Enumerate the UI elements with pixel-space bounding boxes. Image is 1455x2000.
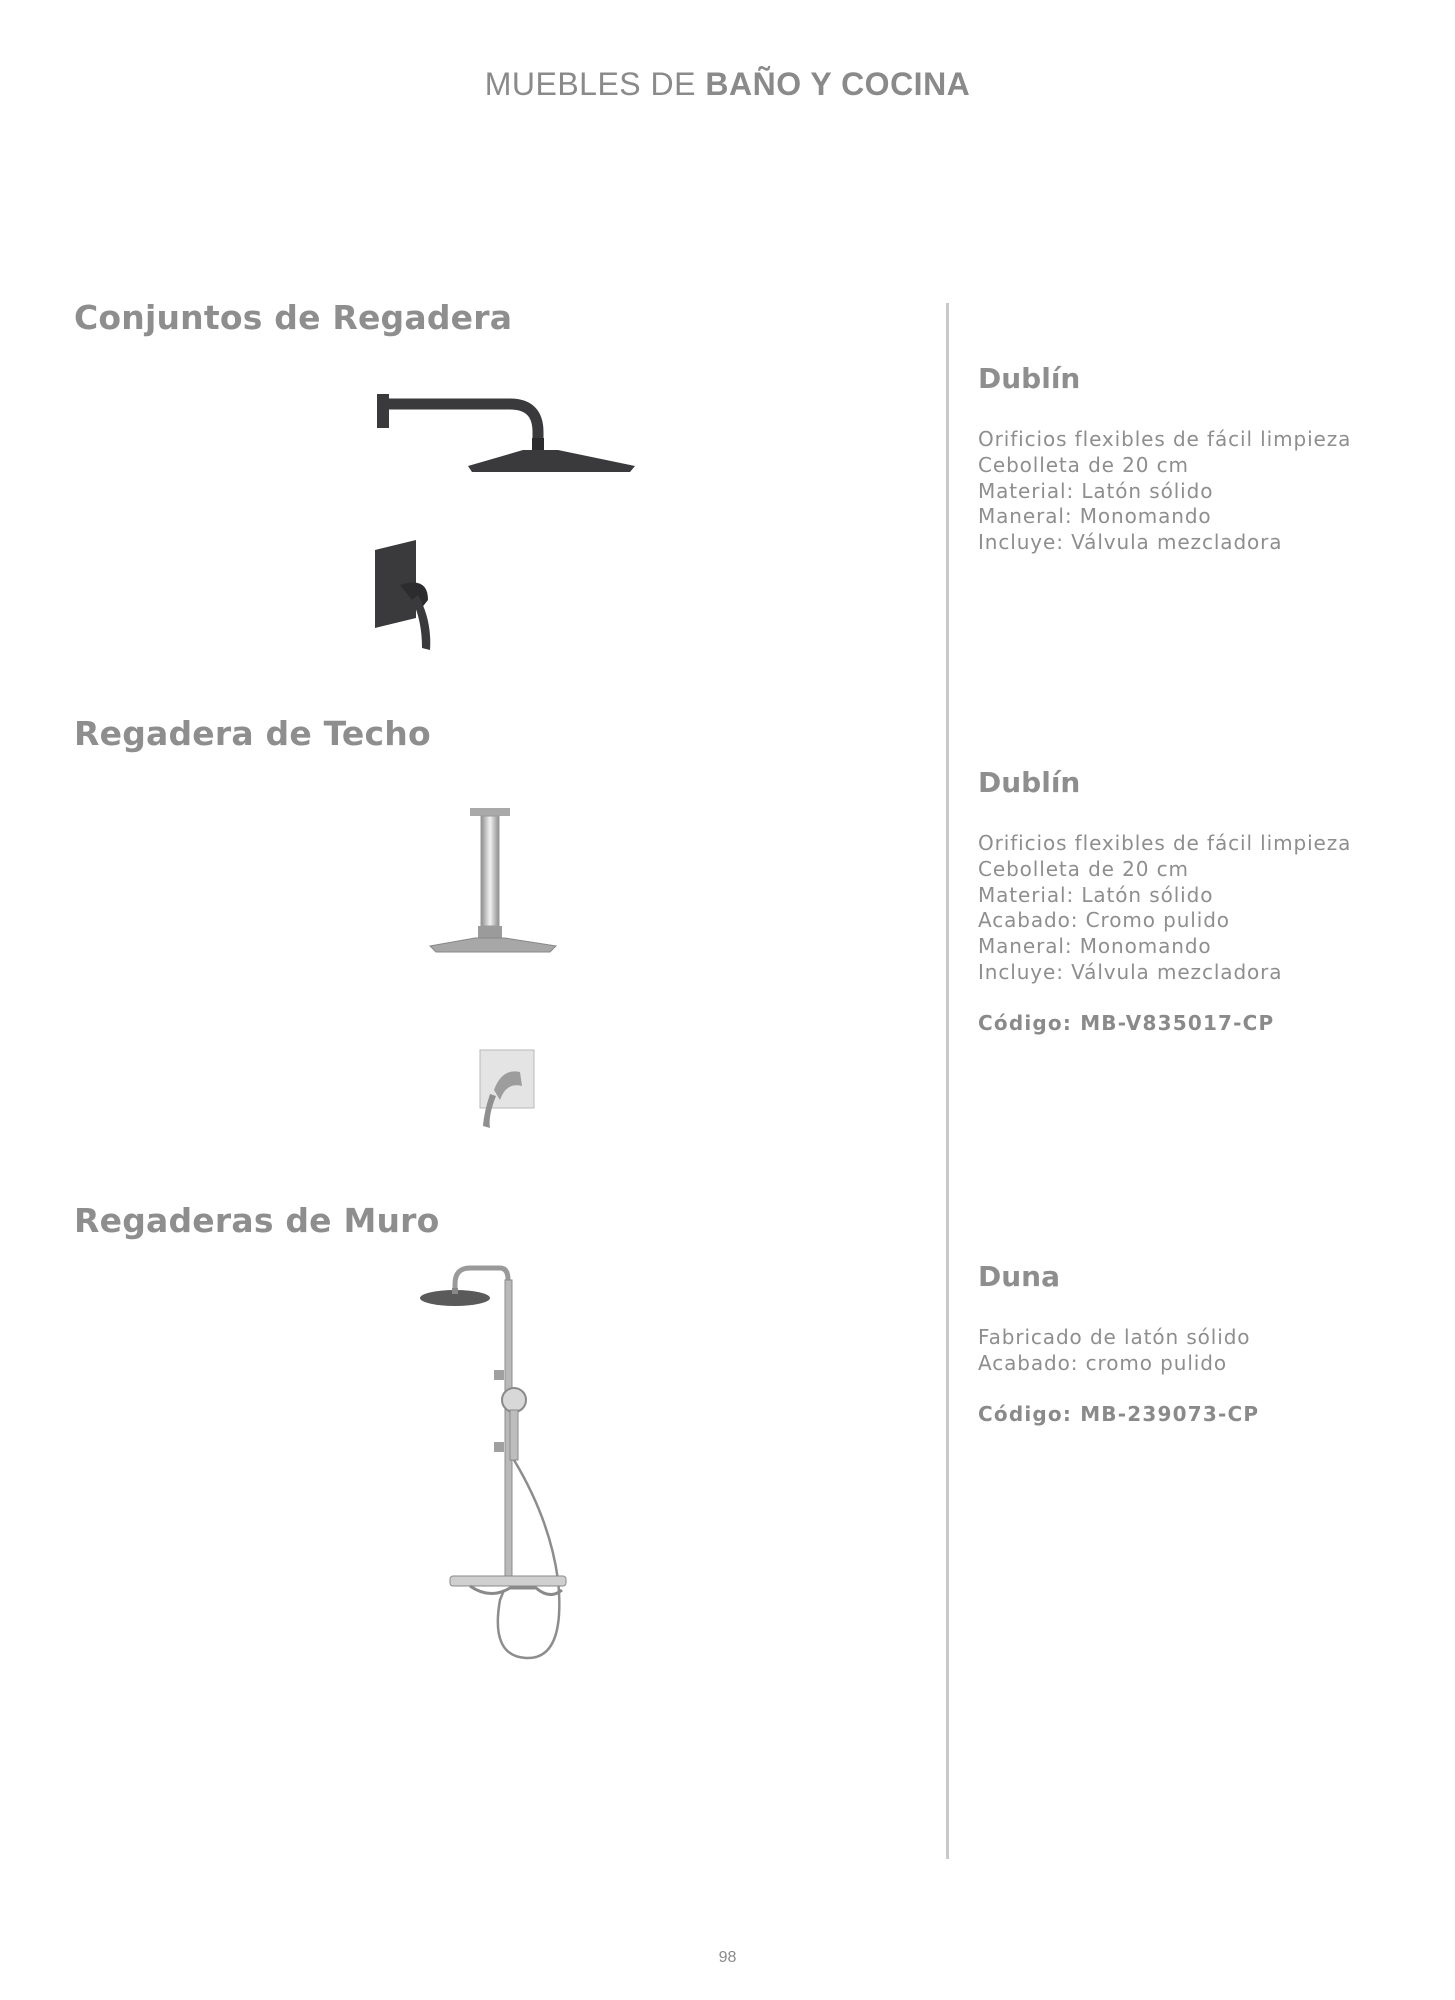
feature-item: Material: Latón sólido (978, 478, 1214, 503)
section-title-techo: Regadera de Techo (74, 714, 431, 753)
wall-shower-column-chrome-illustration (410, 1260, 580, 1680)
vertical-divider (946, 303, 949, 1859)
feature-item: Cebolleta de 20 cm (978, 452, 1189, 477)
page-header (0, 66, 1455, 103)
feature-item: Orificios flexibles de fácil limpieza (978, 831, 1352, 855)
header-bold: BAÑO Y COCINA (705, 66, 971, 102)
product-code-2: Código: MB-V835017-CP (978, 1011, 1275, 1035)
feature-item: Orificios flexibles de fácil limpieza (978, 427, 1352, 451)
feature-list-1 (978, 427, 1351, 556)
header-prefix: MUEBLES DE (484, 66, 706, 102)
feature-item: Fabricado de latón sólido (978, 1325, 1251, 1349)
product-name-dublin-1: Dublín (978, 362, 1081, 395)
section-title-muro: Regaderas de Muro (74, 1201, 440, 1240)
page-number: 98 (718, 1949, 737, 1966)
feature-item: Maneral: Monomando (978, 934, 1212, 959)
feature-item: Material: Latón sólido (978, 882, 1214, 907)
ceiling-shower-chrome-illustration (410, 800, 570, 1140)
product-name-dublin-2: Dublín (978, 766, 1081, 799)
product-name-duna: Duna (978, 1260, 1061, 1293)
feature-list-3 (978, 1325, 1250, 1377)
feature-item: Incluye: Válvula mezcladora (978, 530, 1283, 555)
product-code-3: Código: MB-239073-CP (978, 1402, 1260, 1426)
section-title-conjuntos: Conjuntos de Regadera (74, 298, 513, 337)
feature-item: Acabado: Cromo pulido (978, 908, 1230, 933)
feature-item: Acabado: cromo pulido (978, 1350, 1227, 1375)
feature-list-2 (978, 831, 1351, 986)
feature-item: Incluye: Válvula mezcladora (978, 959, 1283, 984)
shower-set-black-illustration (360, 380, 660, 660)
feature-item: Maneral: Monomando (978, 504, 1212, 529)
feature-item: Cebolleta de 20 cm (978, 856, 1189, 881)
